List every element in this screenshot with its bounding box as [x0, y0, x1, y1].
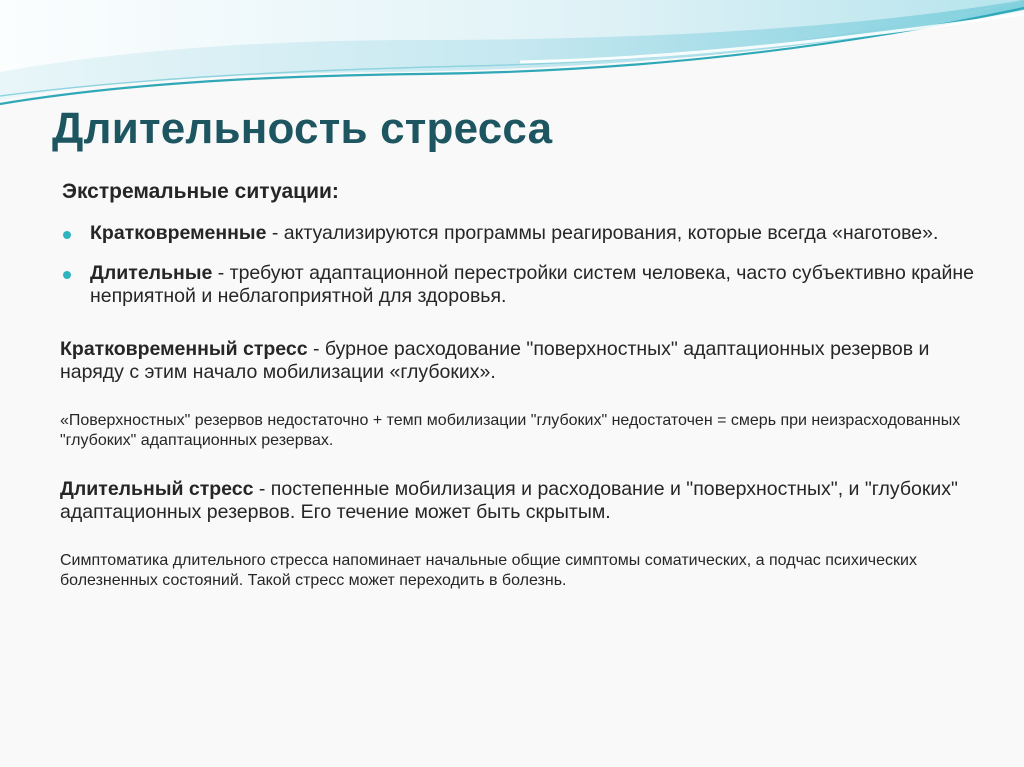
- bullet-list: [60, 222, 980, 308]
- reserves-note: «Поверхностных" резервов недостаточно + темп мобилизации "глубоких" недостаточен = смерь при неизрасходованных "глубоких" адаптационных резервах.: [60, 412, 961, 449]
- term-description: - актуализируются программы реагирования, которые всегда «наготове».: [266, 222, 939, 244]
- term-label: Кратковременные: [90, 222, 267, 244]
- term-label: Длительный стресс: [60, 478, 254, 500]
- term-label: Длительные: [90, 262, 213, 284]
- list-item: [60, 222, 980, 245]
- term-label: Кратковременный стресс: [60, 338, 308, 360]
- subheading: Экстремальные ситуации:: [62, 180, 339, 203]
- list-item: [60, 262, 980, 308]
- long-stress-paragraph: [60, 478, 980, 524]
- symptoms-note: Симптоматика длительного стресса напоминает начальные общие симптомы соматических, а подчас психических болезненных состояний. Такой стресс может переходить в болезнь.: [60, 552, 917, 589]
- bullet-icon: [63, 271, 71, 279]
- header-wave-decoration: [0, 0, 1024, 120]
- term-description: - постепенные мобилизация и расходование и "поверхностных", и "глубоких" адаптационных резервов. Его течение может быть скрытым.: [60, 478, 958, 523]
- term-description: - бурное расходование "поверхностных" адаптационных резервов и наряду с этим начало мобилизации «глубоких».: [60, 338, 930, 383]
- slide-content: [60, 180, 980, 591]
- slide-title: Длительность стресса: [52, 104, 553, 153]
- short-stress-paragraph: [60, 338, 980, 384]
- term-description: - требуют адаптационной перестройки систем человека, часто субъективно крайне неприятной и неблагоприятной для здоровья.: [90, 262, 974, 307]
- bullet-icon: [63, 231, 71, 239]
